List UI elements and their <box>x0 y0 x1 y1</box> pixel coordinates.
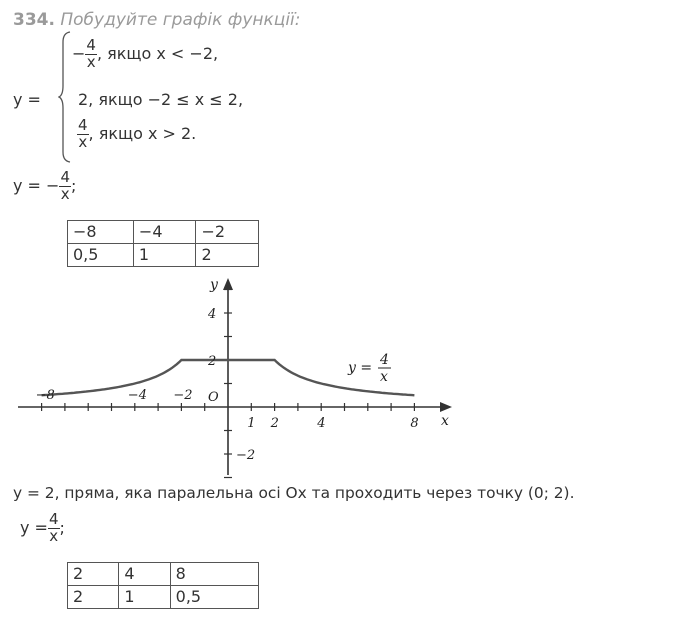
x-tick-label: 4 <box>317 416 326 431</box>
y-tick-label: 2 <box>208 354 217 369</box>
case-1-condition: , якщо x < −2, <box>96 43 219 63</box>
y-axis-label: y <box>210 277 218 293</box>
part1-tail: ; <box>71 175 77 195</box>
case-3-condition: , якщо x > 2. <box>88 123 197 143</box>
table1-cell: −4 <box>133 221 196 244</box>
table2-cell: 4 <box>119 563 170 586</box>
value-table-1 <box>67 220 259 267</box>
table1-cell: −8 <box>68 221 134 244</box>
function-graph <box>0 270 470 480</box>
problem-number: 334. <box>13 10 55 30</box>
x-tick-label: 1 <box>247 416 256 431</box>
table1-cell: 1 <box>133 244 196 267</box>
problem-heading <box>13 10 301 30</box>
case-3-den: x <box>78 132 88 151</box>
table1-row <box>68 244 259 267</box>
case-1 <box>72 38 218 71</box>
curve-label-num: 4 <box>380 352 389 368</box>
table1-row <box>68 221 259 244</box>
case-3-num: 4 <box>78 116 88 134</box>
curve-label-prefix: y = <box>348 360 373 376</box>
x-tick-label: −4 <box>127 388 147 403</box>
case-2: 2, якщо −2 ≤ x ≤ 2, <box>78 90 244 109</box>
table2-row <box>68 586 259 609</box>
part3-formula <box>20 512 65 545</box>
origin-label: O <box>208 390 219 405</box>
part1-den: x <box>60 184 70 203</box>
y-tick-label: −2 <box>236 448 256 463</box>
table1-cell: 0,5 <box>68 244 134 267</box>
left-brace <box>58 30 72 164</box>
case-3-fraction <box>77 118 89 151</box>
table2-row <box>68 563 259 586</box>
case-1-sign: − <box>72 43 86 63</box>
case-1-den: x <box>86 52 96 71</box>
x-axis-label: x <box>441 413 449 429</box>
part3-lhs: y = <box>20 517 48 537</box>
part1-lhs: y = − <box>13 175 60 195</box>
x-axis-arrow <box>440 402 452 412</box>
x-tick-label: −8 <box>35 388 55 403</box>
value-table-2 <box>67 562 259 609</box>
y-axis-arrow <box>223 278 233 290</box>
case-3 <box>77 118 196 151</box>
part3-tail: ; <box>59 517 65 537</box>
case-1-num: 4 <box>86 36 96 54</box>
part3-fraction <box>48 512 60 545</box>
table2-cell: 8 <box>170 563 258 586</box>
case-1-fraction <box>85 38 97 71</box>
y-tick-label: 4 <box>208 307 217 322</box>
part2-text: y = 2, пряма, яка паралельна осі Ox та проходить через точку (0; 2). <box>13 484 575 502</box>
part3-den: x <box>49 526 59 545</box>
part1-fraction <box>59 170 71 203</box>
part1-num: 4 <box>60 168 70 186</box>
x-tick-label: −2 <box>173 388 193 403</box>
system-lhs: y = <box>13 90 41 109</box>
table2-cell: 2 <box>68 586 119 609</box>
table1-cell: 2 <box>196 244 259 267</box>
x-tick-label: 2 <box>270 416 279 431</box>
table1-cell: −2 <box>196 221 259 244</box>
curve-label-den: x <box>380 369 388 385</box>
x-tick-label: 8 <box>410 416 419 431</box>
problem-statement: Побудуйте графік функції: <box>60 10 301 30</box>
part1-formula <box>13 170 76 203</box>
table2-cell: 1 <box>119 586 170 609</box>
table2-cell: 0,5 <box>170 586 258 609</box>
part3-num: 4 <box>48 510 59 528</box>
table2-cell: 2 <box>68 563 119 586</box>
